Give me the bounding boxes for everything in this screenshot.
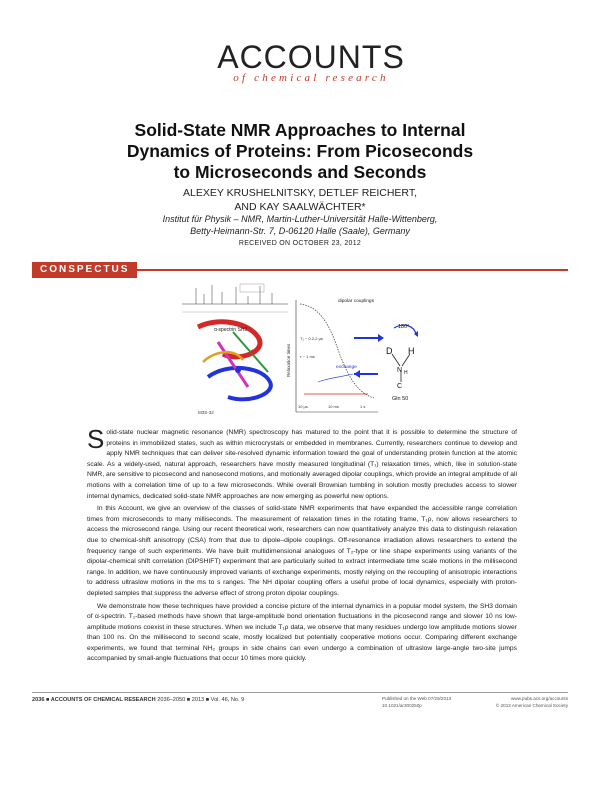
timescale-label-5: 1 s [360,404,366,409]
conspectus-figure [178,282,423,418]
nmr-spectrum [182,284,288,312]
atom-n: N [397,367,403,374]
timescale-label-4: 10 ms [328,404,339,409]
arrow-head-exchange [354,370,360,378]
footer-website[interactable]: www.pubs.acs.org/accounts [511,696,568,701]
authors-line-2: AND KAY SAALWÄCHTER* [234,201,366,213]
footer-doi: 10.1021/ar300250p [382,703,422,708]
footer-published: Published on the Web 07/29/2013 [382,696,452,701]
affiliation [100,213,500,237]
footer-journal: ACCOUNTS OF CHEMICAL RESEARCH [50,697,156,703]
residue-label-top: Gln 50 [392,396,409,402]
dropcap: S [87,424,105,454]
title-line-1: Solid-State NMR Approaches to Internal [134,120,466,140]
y-axis-label: Relaxation times [286,343,291,377]
dipolar-label: dipolar couplings [338,299,375,304]
footer-page: 2036 [32,697,45,703]
arrow-head-jump [378,334,384,342]
atom-h-1: H [408,346,415,356]
exchange-label: exchange [336,365,357,370]
timescale-label-2: τ ~ 1 ms [300,354,315,359]
atom-c: C [397,383,403,390]
paragraph-3: We demonstrate how these techniques have provided a concise picture of the internal dynamics in a popular model system, the SH3 domain of α-spectrin. T₁-based methods have shown that large-amplitude bond orientation fluctuations in the picosecond range and slower 10 ns low-amplitude motions coexist in these structures. When we include T₁ρ data, we observe that many residues undergo low amplitude motions slower than 100 ns. On the millisecond to second scale, mostly localized but potentially cooperative motions occur. Comparing different exchange experiments, we found that terminal NH₂ groups in side chains can even undergo a combination of ultraslow large-angle two-site jumps accompanied by small-angle fluctuations that occur 10 times more quickly. [87,602,517,663]
paragraph-1-text: olid-state nuclear magnetic resonance (NMR) spectroscopy has matured to the point that it is possible to determine the structure of proteins in immobilized states, such as within microcrystals or embedded in membranes. Currently, researchers continue to develop and apply NMR techniques that can deliver site-resolved dynamic information toward the goal of understanding protein function at the atomic scale. As a widely-used, natural approach, researchers have mostly measured longitudinal (T₁) relaxation times, which, like in solution-state NMR, are sensitive to picosecond and nanosecond motions, and motionally averaged dipolar couplings, which provide an integral amplitude of all motions with a correlation time of up to a few microseconds. While overall Brownian tumbling in solution mostly precludes access to slower internal dynamics, dedicated solid-state NMR approaches are now emerging as powerful new options. [87,429,517,500]
footer-publication [382,695,451,709]
footer-rule [32,692,568,693]
atom-h-2: H [404,370,408,376]
paragraph-1 [87,424,517,502]
title-line-2: Dynamics of Proteins: From Picoseconds [126,141,474,161]
paragraph-2: In this Account, we give an overview of the classes of solid-state NMR experiments that have expanded the accessible range correlation times from microseconds to many milliseconds. The measurement of relaxation times in the rotating frame, T₁ρ, now allows researchers to access the microsecond range. Using our recent theoretical work, researchers can now quantitatively analyze this data to distinguish relaxation due to chemical-shift anisotropy (CSA) from that due to dipole–dipole couplings. Off-resonance irradiation allows researchers to extend the frequency range of such experiments. We have built multidimensional analogues of T₂-type or line shape experiments using variants of the dipolar-chemical shift correlation (DIPSHIFT) experiment that are particularly suited to extract intermediate time scale motions in the millisecond range. In addition, we have continuously improved variants of exchange experiments, mostly relying on the recoupling of anisotropic interactions to address ultraslow motions in the ms to s ranges. The NH dipolar coupling offers a useful probe of local dynamics, especially with proton-depleted samples that suppress the adverse effect of strong proton dipolar couplings. [87,505,517,597]
footer-right [496,695,568,709]
journal-logo [196,40,426,84]
received-date: RECEIVED ON OCTOBER 23, 2012 [238,240,362,247]
journal-name-main: ACCOUNTS [217,39,405,75]
nh2-molecule [386,324,418,402]
section-label: CONSPECTUS [32,262,137,278]
jump-label: 180° [398,324,410,330]
affiliation-line-1: Institut für Physik – NMR, Martin-Luther-Universität Halle-Wittenberg, [162,214,438,224]
section-header [32,262,568,278]
footer-copyright: © 2013 American Chemical Society [495,703,568,708]
article-title [100,120,500,183]
footer-pages-info: 2036–2050 ■ 2013 ■ Vol. 46, No. 9 [157,697,245,703]
journal-name-sub: of chemical research [233,72,389,84]
authors-line-1: ALEXEY KRUSHELNITSKY, DETLEF REICHERT, [183,187,417,199]
residue-label-bottom: M3S-32 [198,410,214,415]
protein-label: α-spectrin SH3 [214,327,248,333]
timescale-label-1: T₁ ~ 0.2-2 µs [300,336,323,341]
atom-d: D [386,346,393,356]
conspectus-body [87,424,517,667]
protein-structure [198,322,271,400]
authors [100,186,500,214]
affiliation-line-2: Betty-Heimann-Str. 7, D-06120 Halle (Saale), Germany [190,226,410,236]
timescale-label-3: 10 µs [298,404,308,409]
footer-citation: 2036 ■ ACCOUNTS OF CHEMICAL RESEARCH 2036–2050 ■ 2013 ■ Vol. 46, No. 9 [32,697,245,703]
title-line-3: to Microseconds and Seconds [173,162,427,182]
